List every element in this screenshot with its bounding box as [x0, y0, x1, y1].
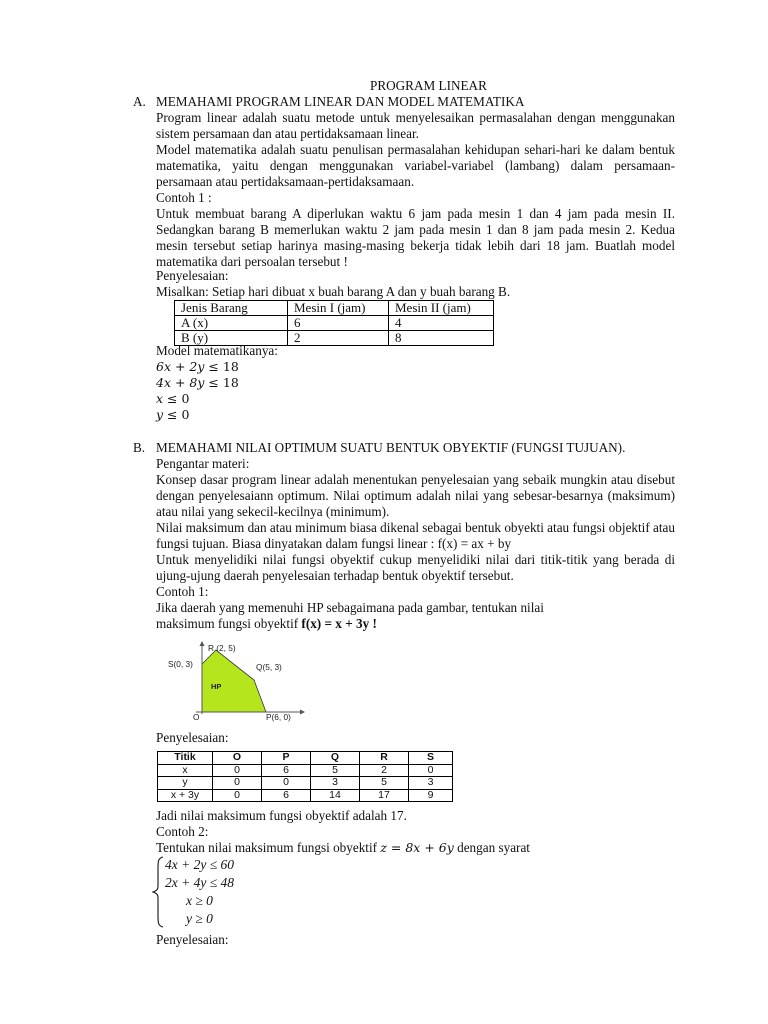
- table-header-cell: Q: [311, 752, 360, 765]
- table-header-cell: Titik: [158, 752, 213, 765]
- table-cell: 3: [409, 777, 453, 790]
- inequality-lhs: 4x + 8y: [156, 375, 205, 390]
- constraint-brace: [152, 856, 166, 928]
- model-label: Model matematikanya:: [156, 343, 278, 358]
- table-row: [158, 777, 453, 790]
- table-cell: 3: [311, 777, 360, 790]
- label-r: R (2, 5): [208, 643, 236, 653]
- question-prefix: Tentukan nilai maksimum fungsi obyektif: [156, 840, 381, 855]
- example-1-label: Contoh 1 :: [156, 190, 212, 205]
- objective-prefix: maksimum fungsi obyektif: [156, 616, 302, 631]
- table-row: [158, 789, 453, 802]
- table-header-cell: P: [262, 752, 311, 765]
- example-b1-question: Jika daerah yang memenuhi HP sebagaimana pada gambar, tentukan nilai: [156, 600, 544, 615]
- table-cell: 0: [213, 764, 262, 777]
- table-cell: y: [158, 777, 213, 790]
- table-header-cell: Mesin I (jam): [288, 301, 389, 316]
- table-row: [175, 316, 494, 331]
- table-cell: 5: [360, 777, 409, 790]
- table-cell: 14: [311, 789, 360, 802]
- label-p: P(6, 0): [266, 712, 291, 722]
- solution-label: Penyelesaian:: [156, 268, 229, 283]
- label-hp: HP: [211, 682, 222, 691]
- inequality-rhs: 0: [181, 407, 190, 422]
- section-a-paragraph-2: Model matematika adalah suatu penulisan permasalahan kehidupan sehari-hari ke dalam bentuk matematika, yaitu dengan menggunakan variabel-variabel (lambang) dalam persamaan-persamaan atau pertidaksamaan-pertidaksamaan.: [156, 142, 675, 190]
- table-cell: 0: [213, 777, 262, 790]
- constraint-2: 2x + 4y ≤ 48: [165, 875, 235, 890]
- example-b1-label: Contoh 1:: [156, 584, 209, 599]
- inequality-rhs: 18: [222, 375, 239, 390]
- model-inequality-4: [156, 407, 189, 423]
- table-header-cell: S: [409, 752, 453, 765]
- intro-label: Pengantar materi:: [156, 456, 250, 471]
- table-cell: 2: [288, 331, 389, 346]
- table-header-cell: O: [213, 752, 262, 765]
- inequality-lhs: x: [156, 391, 164, 406]
- constraint-3: x ≥ 0: [186, 893, 213, 908]
- table-cell: 8: [389, 331, 494, 346]
- table-header-cell: R: [360, 752, 409, 765]
- table-cell: x + 3y: [158, 789, 213, 802]
- conclusion-text: Jadi nilai maksimum fungsi obyektif adalah 17.: [156, 808, 407, 823]
- example-b2-label: Contoh 2:: [156, 824, 209, 839]
- section-b-paragraph-2: Nilai maksimum dan atau minimum biasa dikenal sebagai bentuk obyekti atau fungsi objektif atau fungsi tujuan. Biasa dinyatakan dalam fungsi linear : f(x) = ax + by: [156, 520, 675, 552]
- constraint-1: 4x + 2y ≤ 60: [165, 857, 235, 872]
- table-header-cell: Jenis Barang: [175, 301, 288, 316]
- feasible-region-polygon: [202, 650, 266, 712]
- table-header-row: [175, 301, 494, 316]
- inequality-op: ≤: [208, 359, 219, 374]
- table-cell: 0: [213, 789, 262, 802]
- table-cell: 6: [262, 789, 311, 802]
- inequality-lhs: 6x + 2y: [156, 359, 205, 374]
- model-inequality-2: [156, 375, 239, 391]
- table-header-row: [158, 752, 453, 765]
- y-axis-arrow: [200, 641, 205, 646]
- label-s: S(0, 3): [168, 659, 193, 669]
- inequality-lhs: y: [156, 407, 164, 422]
- section-b-paragraph-1: Konsep dasar program linear adalah menentukan penyelesaian yang sebaik mungkin atau disebut dengan penyelesaiann optimum. Nilai optimum adalah nilai yang sebesar-besarnya (maksimum) atau nilai yang sekecil-kecilnya (minimum).: [156, 472, 675, 520]
- table-header-cell: Mesin II (jam): [389, 301, 494, 316]
- section-a-letter: A.: [133, 94, 146, 109]
- table-cell: x: [158, 764, 213, 777]
- section-a-paragraph-1: Program linear adalah suatu metode untuk menyelesaikan permasalahan dengan menggunakan sistem persamaan dan atau pertidaksamaan linear.: [156, 110, 675, 142]
- feasible-region-graph: [160, 640, 320, 726]
- constraint-4: y ≥ 0: [186, 911, 213, 926]
- section-a-heading: MEMAHAMI PROGRAM LINEAR DAN MODEL MATEMATIKA: [156, 94, 525, 109]
- page-title: PROGRAM LINEAR: [370, 78, 487, 93]
- inequality-rhs: 0: [181, 391, 190, 406]
- table-cell: 6: [288, 316, 389, 331]
- solution-label-b: Penyelesaian:: [156, 730, 229, 745]
- misalkan-text: Misalkan: Setiap hari dibuat x buah barang A dan y buah barang B.: [156, 284, 511, 299]
- table-cell: 4: [389, 316, 494, 331]
- table-cell: 0: [262, 777, 311, 790]
- machine-time-table: [174, 300, 494, 346]
- table-cell: 0: [409, 764, 453, 777]
- inequality-rhs: 18: [222, 359, 239, 374]
- question-suffix: dengan syarat: [453, 840, 530, 855]
- example-b1-objective: [156, 616, 377, 632]
- model-inequality-1: [156, 359, 239, 375]
- table-cell: 5: [311, 764, 360, 777]
- section-b-paragraph-3: Untuk menyelidiki nilai fungsi obyektif cukup menyelidiki nilai dari titik-titik yang berada di ujung-ujung daerah penyelesaian terhadap bentuk obyektif tersebut.: [156, 552, 675, 584]
- solution-label-b2: Penyelesaian:: [156, 932, 229, 947]
- example-1-problem: Untuk membuat barang A diperlukan waktu 6 jam pada mesin 1 dan 4 jam pada mesin II. Sedangkan barang B memerlukan waktu 2 jam pada mesin 1 dan 8 jam pada mesin 2. Kedua mesin tersebut setiap harinya masing-masing bekerja tidak lebih dari 18 jam. Buatlah model matematika dari persoalan tersebut !: [156, 206, 675, 270]
- label-q: Q(5, 3): [256, 662, 282, 672]
- x-axis-arrow: [300, 710, 305, 715]
- table-row: [158, 764, 453, 777]
- table-cell: 17: [360, 789, 409, 802]
- section-b-heading: MEMAHAMI NILAI OPTIMUM SUATU BENTUK OBYEKTIF (FUNGSI TUJUAN).: [156, 440, 626, 455]
- example-b2-question: [156, 840, 530, 856]
- table-cell: 6: [262, 764, 311, 777]
- table-cell: 9: [409, 789, 453, 802]
- section-b-letter: B.: [133, 440, 146, 455]
- objective-function: f(x) = x + 3y !: [301, 616, 377, 631]
- model-inequality-3: [156, 391, 189, 407]
- table-cell: B (y): [175, 331, 288, 346]
- objective-function-z: z = 8x + 6y: [380, 840, 454, 855]
- inequality-op: ≤: [167, 407, 178, 422]
- table-cell: A (x): [175, 316, 288, 331]
- vertex-evaluation-table: [157, 751, 453, 802]
- label-o: O: [193, 712, 200, 722]
- inequality-op: ≤: [167, 391, 178, 406]
- table-cell: 2: [360, 764, 409, 777]
- inequality-op: ≤: [208, 375, 219, 390]
